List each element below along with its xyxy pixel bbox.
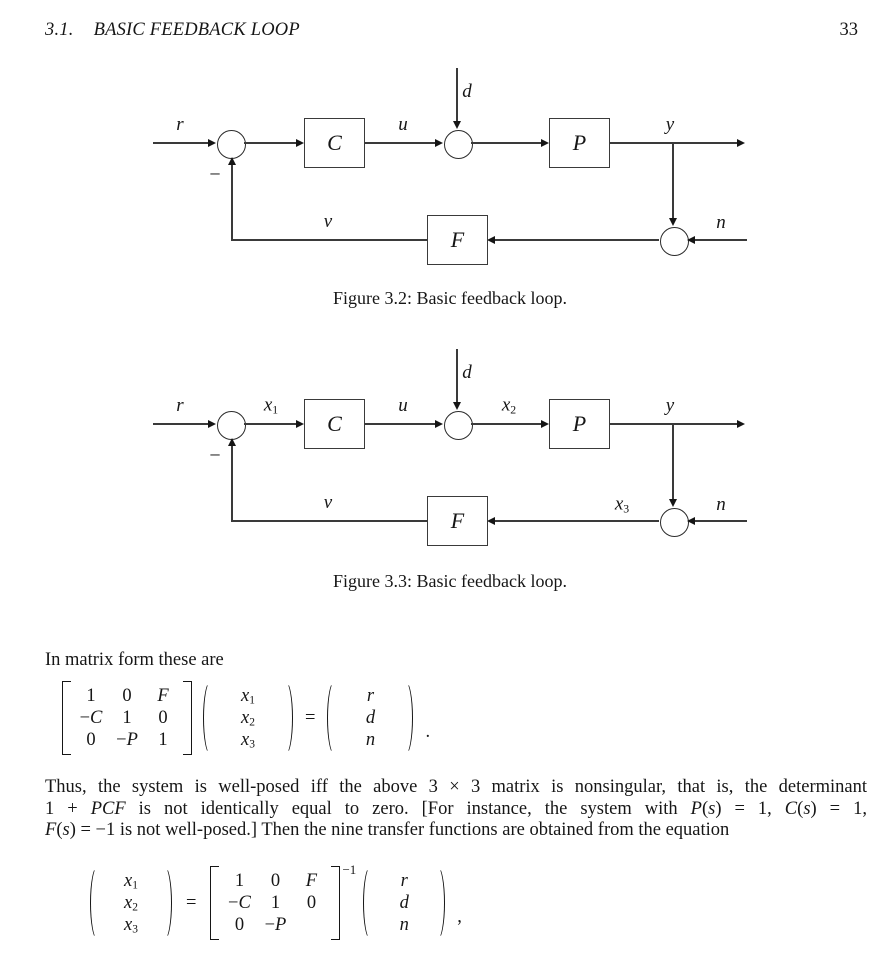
figure-3-3-caption: Figure 3.3: Basic feedback loop. [333, 571, 567, 591]
right-bracket [183, 681, 192, 755]
feedback-line-to-filter [494, 239, 659, 241]
matrix-cell: 0 [122, 686, 132, 706]
inverse-exponent: −1 [342, 862, 357, 877]
signal-line-x1 [244, 423, 297, 425]
minus-sign: − [209, 444, 221, 467]
right-paren [278, 681, 293, 755]
arrowhead-right [541, 420, 549, 428]
section-number: 3.1. [45, 20, 74, 40]
signal-label-v: v [323, 211, 333, 232]
equation-comma: , [457, 907, 462, 927]
matrix-cell [294, 914, 328, 936]
arrowhead-left [487, 236, 495, 244]
vector-cell: d [365, 708, 376, 728]
coefficient-matrix [219, 870, 331, 936]
vector-cell: r [366, 686, 375, 706]
right-paren [157, 866, 172, 940]
controller-block [304, 399, 365, 449]
plant-label: P [572, 411, 587, 436]
arrowhead-down [453, 121, 461, 129]
branch-line-y [672, 144, 674, 219]
signal-label-y: y [665, 114, 675, 135]
disturbance-line-d [456, 349, 458, 403]
matrix-cell: 0 [158, 708, 168, 728]
coefficient-matrix [71, 685, 183, 751]
figure-3-3-diagram [0, 281, 890, 551]
matrix-cell: 0 [270, 871, 281, 891]
left-bracket [62, 681, 71, 755]
arrowhead-left [687, 517, 695, 525]
arrowhead-left [487, 517, 495, 525]
matrix-equation-1 [62, 679, 430, 757]
sum-junction-noise [660, 508, 689, 537]
feedback-line-up [231, 164, 233, 240]
matrix-cell: 1 [234, 871, 245, 891]
input-vector [378, 870, 430, 936]
intro-sentence: In matrix form these are [45, 650, 224, 670]
minus-sign: − [209, 163, 221, 186]
signal-label-d: d [462, 81, 472, 102]
input-vector [342, 685, 398, 751]
equation-period: . [425, 722, 431, 742]
signal-label-v: v [323, 492, 333, 513]
signal-line-y-output [609, 423, 739, 425]
vector-cell: x1 [241, 686, 255, 707]
feedback-line-x3 [494, 520, 659, 522]
paragraph-line: 1 + PCF is not identically equal to zero. [For instance, the system with P(s) = 1, C(s) = 1, [45, 798, 867, 819]
signal-line-u [364, 142, 436, 144]
feedback-line-v [231, 239, 427, 241]
vector-cell: x3 [124, 915, 138, 936]
feedback-line-up [231, 445, 233, 521]
signal-label-x2: x2 [501, 394, 517, 417]
page-number: 33 [839, 20, 858, 40]
sum-junction-disturbance [444, 130, 473, 159]
matrix-cell: 1 [158, 730, 168, 750]
matrix-cell: 1 [86, 686, 96, 706]
sum-junction-noise [660, 227, 689, 256]
matrix-cell: −P [264, 915, 287, 935]
body-paragraph [45, 777, 867, 842]
vector-cell: x2 [241, 708, 255, 729]
right-paren [430, 866, 445, 940]
matrix-cell: 0 [306, 893, 317, 913]
signal-line-y-output [609, 142, 739, 144]
equals-sign: = [186, 892, 197, 913]
filter-label: F [450, 508, 465, 533]
arrowhead-up [228, 438, 236, 446]
right-bracket [331, 866, 340, 940]
vector-cell: n [399, 915, 409, 935]
figure-3-2-diagram [0, 0, 890, 270]
matrix-cell: 1 [270, 893, 281, 913]
left-paren [327, 681, 342, 755]
feedback-line-v [231, 520, 427, 522]
matrix-cell: F [305, 871, 318, 891]
signal-label-r: r [176, 114, 184, 135]
signal-label-u: u [398, 114, 408, 135]
figure-3-2-caption: Figure 3.2: Basic feedback loop. [333, 288, 567, 308]
paragraph-line: Thus, the system is well-posed iff the above 3 × 3 matrix is nonsingular, that is, the determinant [45, 777, 867, 797]
branch-line-y [672, 425, 674, 500]
signal-line-to-plant [471, 142, 542, 144]
signal-label-x3: x3 [614, 493, 630, 516]
filter-block [427, 215, 488, 265]
matrix-cell: 0 [234, 915, 245, 935]
arrowhead-right [737, 420, 745, 428]
signal-line-to-controller [244, 142, 297, 144]
arrowhead-right [208, 139, 216, 147]
sum-junction-error [217, 130, 246, 159]
sum-junction-error [217, 411, 246, 440]
signal-label-r: r [176, 395, 184, 416]
arrowhead-right [541, 139, 549, 147]
signal-label-n: n [716, 494, 726, 515]
arrowhead-down [669, 499, 677, 507]
signal-line-n-input [694, 520, 747, 522]
plant-block [549, 118, 610, 168]
section-title: BASIC FEEDBACK LOOP [93, 20, 300, 40]
vector-cell: d [399, 893, 409, 913]
matrix-cell: 1 [122, 708, 132, 728]
arrowhead-right [296, 139, 304, 147]
right-paren [398, 681, 413, 755]
vector-cell: r [400, 871, 408, 891]
signal-line-x2 [471, 423, 542, 425]
matrix-cell: −P [116, 730, 138, 750]
matrix-cell: −C [79, 708, 103, 728]
signal-label-u: u [398, 395, 408, 416]
matrix-equation-2 [90, 864, 462, 942]
signal-line-r-input [153, 142, 210, 144]
arrowhead-right [296, 420, 304, 428]
left-bracket [210, 866, 219, 940]
matrix-cell: F [157, 686, 169, 706]
state-vector [218, 685, 278, 751]
equals-sign: = [305, 707, 316, 728]
plant-label: P [572, 130, 587, 155]
sum-junction-disturbance [444, 411, 473, 440]
vector-cell: x1 [124, 871, 138, 892]
arrowhead-right [435, 420, 443, 428]
matrix-cell: −C [228, 893, 251, 913]
arrowhead-right [435, 139, 443, 147]
signal-label-n: n [716, 212, 726, 233]
left-paren [203, 681, 218, 755]
vector-cell: n [365, 730, 376, 750]
signal-label-x1: x1 [263, 394, 279, 417]
left-paren [363, 866, 378, 940]
filter-label: F [450, 227, 465, 252]
signal-line-r-input [153, 423, 210, 425]
controller-label: C [327, 130, 342, 155]
disturbance-line-d [456, 68, 458, 122]
signal-label-d: d [462, 362, 472, 383]
matrix-cell: 0 [86, 730, 96, 750]
paragraph-line: F(s) = −1 is not well-posed.] Then the nine transfer functions are obtained from the equation [45, 820, 730, 840]
arrowhead-up [228, 157, 236, 165]
controller-label: C [327, 411, 342, 436]
arrowhead-left [687, 236, 695, 244]
arrowhead-right [737, 139, 745, 147]
signal-line-u [364, 423, 436, 425]
arrowhead-right [208, 420, 216, 428]
vector-cell: x2 [124, 893, 138, 914]
state-vector [105, 870, 157, 936]
plant-block [549, 399, 610, 449]
arrowhead-down [669, 218, 677, 226]
arrowhead-down [453, 402, 461, 410]
filter-block [427, 496, 488, 546]
signal-line-n-input [694, 239, 747, 241]
signal-label-y: y [665, 395, 675, 416]
left-paren [90, 866, 105, 940]
vector-cell: x3 [241, 730, 255, 751]
controller-block [304, 118, 365, 168]
